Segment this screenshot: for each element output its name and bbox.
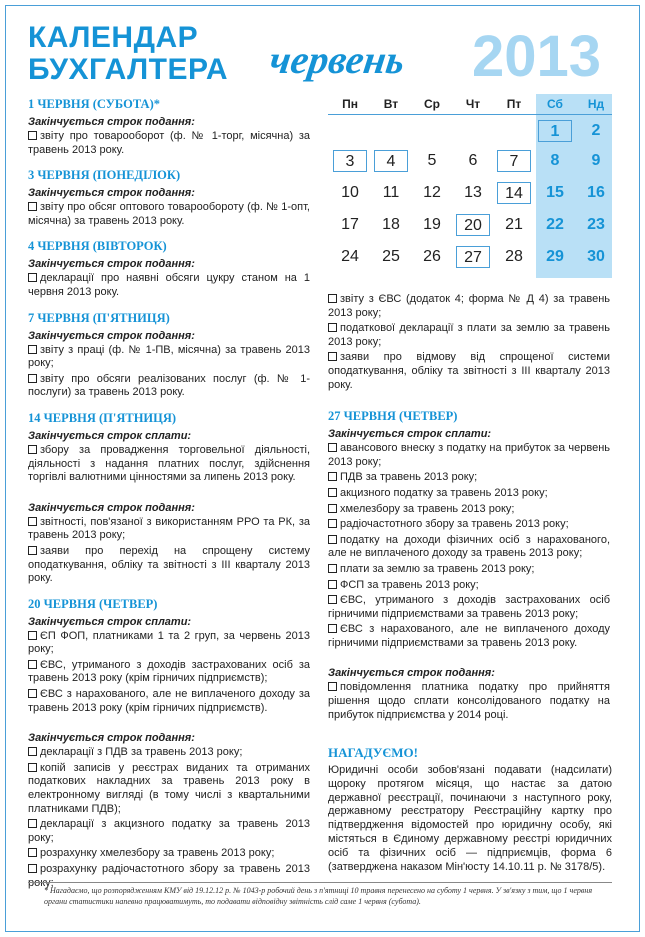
- item-text: хмелезбору за травень 2013 року;: [340, 502, 515, 515]
- calendar-day: 26: [423, 248, 441, 265]
- checklist-item: [28, 444, 310, 485]
- checklist-item: [28, 130, 310, 157]
- calendar-day: 15: [546, 184, 564, 201]
- checkbox-icon: [328, 624, 337, 633]
- item-text: декларації про наявні обсяги цукру станом на 1 червня 2013 року.: [28, 272, 310, 298]
- checkbox-icon: [328, 535, 337, 544]
- checkbox-icon: [328, 443, 337, 452]
- calendar-day: 23: [587, 216, 605, 233]
- item-text: акцизного податку за травень 2013 року;: [340, 486, 548, 499]
- checklist-item: [28, 659, 310, 686]
- calendar-day: 18: [382, 216, 400, 233]
- checklist-item: [28, 516, 310, 543]
- item-text: заяви про перехід на спрощену систему оподаткування, обліку та звітності з III кварталу 2013 року.: [28, 544, 310, 585]
- section-date-heading: 1 ЧЕРВНЯ (СУБОТА)*: [28, 97, 160, 111]
- calendar-day: 22: [546, 216, 564, 233]
- weekday-label: Нд: [587, 97, 605, 111]
- calendar-day: 28: [505, 248, 523, 265]
- section-date-heading: 14 ЧЕРВНЯ (П'ЯТНИЦЯ): [28, 410, 177, 425]
- deadline-label: Закінчується строк подання:: [28, 258, 195, 271]
- deadline-section: [328, 408, 610, 722]
- checklist-item: [28, 762, 310, 816]
- footnote: * Нагадаємо, що розпорядженням КМУ від 19.12.12 р. № 1043-р робочий день з п'ятниці 10 травня перенесено на суботу 1 червня. У зв'язку з тим, що 1 червня органи статистики напевно працюватимуть, то подавати відповідну звітність слід саме 1 червня (субота).: [44, 886, 593, 906]
- checkbox-icon: [328, 564, 337, 573]
- deadline-section: [28, 596, 310, 891]
- right-column: [328, 292, 610, 732]
- checkbox-icon: [328, 472, 337, 481]
- calendar-day: 25: [382, 248, 400, 265]
- calendar-day: 29: [546, 248, 564, 265]
- item-text: ЄВС з нарахованого, але не виплаченого доходу гірничими підприємствами за травень 2013 року.: [328, 623, 610, 649]
- checklist-item: [328, 442, 610, 469]
- weekday-label: Вт: [383, 97, 399, 111]
- item-text: ФСП за травень 2013 року;: [340, 578, 479, 591]
- checklist-item: [28, 847, 310, 861]
- section-date-heading: 20 ЧЕРВНЯ (ЧЕТВЕР): [28, 596, 158, 611]
- item-text: звіту про обсяги реалізованих послуг (ф. № 1-послуги) за травень 2013 року.: [28, 372, 310, 399]
- checklist-item: [328, 518, 610, 532]
- checklist-item: [328, 322, 610, 349]
- item-text: податкової декларації з плати за землю за травень 2013 року;: [328, 322, 610, 348]
- checkbox-icon: [28, 660, 37, 669]
- title-line-2: БУХГАЛТЕРА: [28, 53, 229, 86]
- item-text: розрахунку хмелезбору за травень 2013 року;: [40, 847, 275, 860]
- deadline-label: Закінчується строк подання:: [28, 501, 195, 514]
- checklist-item: [328, 681, 610, 722]
- checkbox-icon: [28, 445, 37, 454]
- calendar-day: 3: [333, 150, 367, 172]
- item-text: повідомлення платника податку про прийняття рішення щодо сплати консолідованого податку на прибуток підприємства у 2014 році.: [328, 681, 610, 721]
- checkbox-icon: [328, 580, 337, 589]
- checkbox-icon: [328, 504, 337, 513]
- left-column: [28, 96, 310, 900]
- checklist-item: [328, 351, 610, 392]
- deadline-section: [28, 310, 310, 400]
- checklist-item: [28, 344, 310, 371]
- weekday-label: Чт: [465, 97, 481, 111]
- weekday-label: Пт: [506, 97, 522, 111]
- checkbox-icon: [328, 488, 337, 497]
- checklist-item: [28, 688, 310, 715]
- item-text: плати за землю за травень 2013 року;: [340, 562, 535, 575]
- year: 2013: [472, 24, 602, 89]
- checkbox-icon: [28, 374, 37, 383]
- calendar-day: 13: [464, 184, 482, 201]
- deadline-label: Закінчується строк сплати:: [28, 429, 192, 442]
- calendar-day: 21: [505, 216, 523, 233]
- item-text: ПДВ за травень 2013 року;: [340, 471, 478, 484]
- item-text: декларації з ПДВ за травень 2013 року;: [40, 746, 243, 759]
- checklist-item: [328, 487, 610, 501]
- deadline-label: Закінчується строк подання:: [28, 116, 195, 128]
- calendar-day: 5: [427, 152, 437, 169]
- calendar-day: 7: [497, 150, 531, 172]
- deadline-section: [28, 96, 310, 157]
- reminder-text: Юридичні особи зобов'язані подавати (надсилати) щороку протягом місяця, що настає за датою державної реєстрації, починаючи з наступного року, державному реєстратору Реєстраційну картку про підтвердження відомостей про юридичну особу, які містяться в Єдиному державному реєстрі юридичних осіб та фізичних осіб — підприємців, форма 6 (затверджена наказом Мін'юсту 14.10.11 р. № 3178/5).: [328, 764, 612, 873]
- checkbox-icon: [28, 848, 37, 857]
- checklist-item: [28, 272, 310, 299]
- section-date-heading: 4 ЧЕРВНЯ (ВІВТОРОК): [28, 239, 167, 254]
- checklist-item: [28, 373, 310, 400]
- calendar-day: 16: [587, 184, 605, 201]
- item-text: звітності, пов'язаної з використанням РРО та РК, за травень 2013 року;: [28, 515, 310, 542]
- reminder-title: НАГАДУЄМО!: [328, 745, 418, 760]
- item-text: копій записів у реєстрах виданих та отриманих податкових накладних за травень 2013 року в електронному вигляді (в тому числі з квартальними платниками ПДВ);: [28, 761, 310, 815]
- deadline-section: [28, 167, 310, 228]
- section-date-heading: 3 ЧЕРВНЯ (ПОНЕДІЛОК): [28, 168, 181, 183]
- calendar-day: 14: [497, 182, 531, 204]
- checkbox-icon: [28, 631, 37, 640]
- item-text: декларації з акцизного податку за травень 2013 року;: [28, 818, 310, 844]
- calendar-day: 6: [468, 152, 478, 169]
- item-text: звіту про товарооборот (ф. № 1-торг, місячна) за травень 2013 року.: [28, 130, 310, 156]
- checkbox-icon: [28, 747, 37, 756]
- item-text: розрахунку радіочастотного збору за травень 2013: [40, 863, 310, 875]
- checklist-item: [28, 201, 310, 228]
- section-date-heading: 7 ЧЕРВНЯ (П'ЯТНИЦЯ): [28, 310, 170, 325]
- item-text: ЄВС з нарахованого, але не виплаченого доходу за травень 2013 року (крім гірничих підприємств).: [28, 688, 310, 714]
- calendar-day: 2: [591, 122, 601, 139]
- calendar-day: 12: [423, 184, 441, 201]
- checkbox-icon: [328, 595, 337, 604]
- title-line-1: КАЛЕНДАР: [28, 21, 199, 54]
- deadline-label: Закінчується строк подання:: [28, 187, 195, 200]
- calendar-day: 9: [591, 152, 601, 169]
- checkbox-icon: [328, 519, 337, 528]
- weekday-label: Ср: [424, 97, 440, 111]
- calendar-day: 17: [341, 216, 359, 233]
- month-name: червень: [266, 37, 408, 82]
- checklist-item: [328, 534, 610, 561]
- item-text: заяви про відмову від спрощеної системи оподаткування, обліку та звітності з III кварталу 2013 року.: [328, 351, 610, 391]
- checklist-item: [328, 293, 610, 320]
- calendar-day: 27: [456, 246, 490, 268]
- calendar-day: 11: [382, 184, 400, 201]
- checkbox-icon: [328, 682, 337, 691]
- checkbox-icon: [28, 345, 37, 354]
- checkbox-icon: [28, 819, 37, 828]
- weekday-label: Пн: [342, 97, 358, 111]
- checkbox-icon: [328, 323, 337, 332]
- section-date-heading: 27 ЧЕРВНЯ (ЧЕТВЕР): [328, 409, 458, 424]
- item-text: ЄВС, утриманого з доходів застрахованих осіб за травень 2013 року (крім гірничих підприємств);: [28, 658, 310, 685]
- checkbox-icon: [328, 294, 337, 303]
- calendar-day: 20: [456, 214, 490, 236]
- item-text: ЄП ФОП, платниками 1 та 2 груп, за червень 2013 року;: [28, 629, 310, 656]
- calendar-day: 19: [423, 216, 441, 233]
- item-text: звіту з праці (ф. № 1-ПВ, місячна) за травень 2013 року;: [28, 343, 310, 370]
- calendar-header-divider: [328, 114, 612, 115]
- checkbox-icon: [328, 352, 337, 361]
- checklist-item: [328, 579, 610, 593]
- item-text: податку на доходи фізичних осіб з нарахованого, але не виплаченого доходу за травень 2013 року;: [328, 533, 610, 560]
- deadline-section: [28, 238, 310, 299]
- checkbox-icon: [28, 763, 37, 772]
- checklist-item: [328, 623, 610, 650]
- deadline-section: [28, 410, 310, 586]
- checklist-item: [28, 630, 310, 657]
- calendar-day: 24: [341, 248, 359, 265]
- checkbox-icon: [28, 864, 37, 873]
- checkbox-icon: [28, 517, 37, 526]
- checkbox-icon: [28, 131, 37, 140]
- continued-items: [328, 293, 610, 392]
- deadline-label: Закінчується строк подання:: [28, 732, 195, 745]
- item-text: радіочастотного збору за травень 2013 року;: [340, 518, 569, 531]
- weekday-label: Сб: [547, 97, 563, 111]
- deadline-label: Закінчується строк сплати:: [28, 615, 192, 628]
- checkbox-icon: [28, 273, 37, 282]
- checklist-item: [328, 563, 610, 577]
- checklist-item: [28, 545, 310, 586]
- item-text: звіту про обсяг оптового товарообороту (ф. № 1-опт, місячна) за травень 2013 року.: [28, 201, 310, 227]
- checklist-item: [328, 503, 610, 517]
- footnote-divider: [28, 882, 612, 883]
- deadline-label: Закінчується строк сплати:: [328, 428, 492, 441]
- checklist-item: [28, 746, 310, 760]
- calendar-day: 30: [587, 248, 605, 265]
- deadline-label: Закінчується строк подання:: [328, 667, 495, 680]
- item-text: збору за провадження торговельної діяльності, діяльності з надання платних послуг, здійснення торгівлі валютними цінностями за липень 2013 року.: [28, 443, 310, 484]
- calendar-day: 4: [374, 150, 408, 172]
- deadline-label: Закінчується строк подання:: [28, 329, 195, 342]
- checkbox-icon: [28, 202, 37, 211]
- item-text: авансового внеску з податку на прибуток за червень 2013 року;: [328, 442, 610, 468]
- calendar-day: 10: [341, 184, 359, 201]
- calendar-day: 1: [538, 120, 572, 142]
- page-title: [28, 22, 268, 86]
- calendar-day: 8: [550, 152, 560, 169]
- item-text: звіту з ЄВС (додаток 4; форма № Д 4) за травень 2013 року;: [328, 293, 610, 319]
- checklist-item: [28, 818, 310, 845]
- item-text: ЄВС, утриманого з доходів застрахованих осіб гірничими підприємствами за травень 2013 року;: [328, 594, 610, 620]
- checklist-item: [328, 471, 610, 485]
- checkbox-icon: [28, 689, 37, 698]
- checklist-item: [328, 594, 610, 621]
- checkbox-icon: [28, 546, 37, 555]
